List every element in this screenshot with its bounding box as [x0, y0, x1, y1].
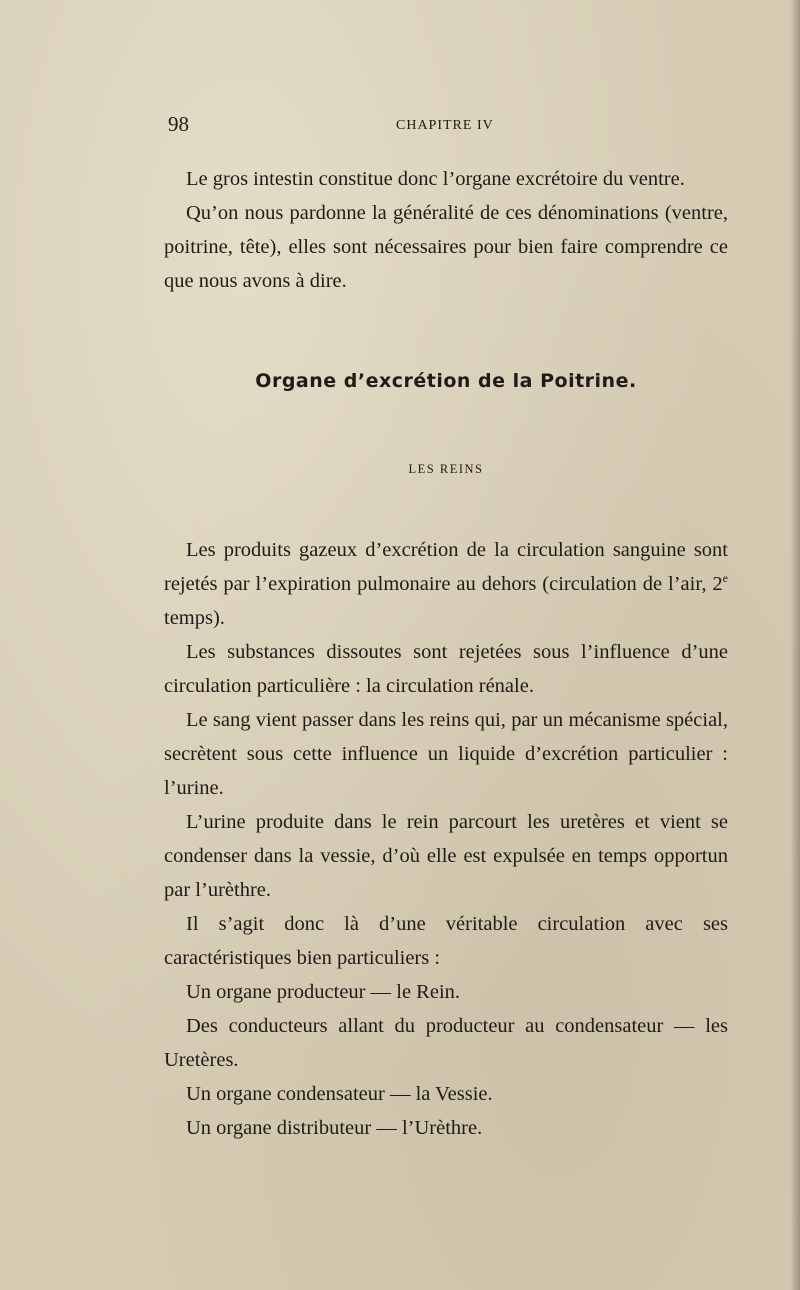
page-edge-shadow	[790, 0, 800, 1290]
page-header	[168, 112, 728, 142]
paragraph: Les substances dissoutes sont rejetées sous l’influence d’une circulation particulière : la circulation rénale.	[164, 641, 728, 697]
list-item: Un organe distributeur — l’Urèthre.	[186, 1117, 483, 1139]
paragraph: Qu’on nous pardonne la généralité de ces dénominations (ventre, poitrine, tête), elles sont nécessaires pour bien faire comprendre ce que nous avons à dire.	[164, 202, 728, 292]
paragraph: Le sang vient passer dans les reins qui, par un mécanisme spécial, secrètent sous cette influence un liquide d’excrétion particulier : l’urine.	[164, 709, 728, 799]
list-item: Un organe producteur — le Rein.	[186, 981, 461, 1003]
paragraph: Il s’agit donc là d’une véritable circulation avec ses caractéristiques bien particuliers :	[164, 913, 728, 969]
section-subhead: LES REINS	[408, 462, 484, 476]
paragraph: Le gros intestin constitue donc l’organe excrétoire du ventre.	[186, 168, 685, 190]
paragraph-text: temps).	[164, 607, 225, 629]
paragraph	[164, 533, 728, 635]
superscript: e	[722, 571, 728, 586]
running-head: CHAPITRE IV	[396, 118, 494, 133]
paragraph-text: Les produits gazeux d’excrétion de la circulation sanguine sont rejetés par l’expiration pulmonaire au dehors (circulation de l’air, 2	[164, 539, 728, 595]
page-number: 98	[168, 112, 189, 136]
list-item: Un organe condensateur — la Vessie.	[186, 1083, 493, 1105]
paragraph: L’urine produite dans le rein parcourt les uretères et vient se condenser dans la vessie, d’où elle est expulsée en temps opportun par l’urèthre.	[164, 811, 728, 901]
page-body	[164, 162, 728, 1145]
section-title: Organe d’excrétion de la Poitrine.	[255, 370, 637, 392]
list-item: Des conducteurs allant du producteur au condensateur — les Uretères.	[164, 1015, 728, 1071]
